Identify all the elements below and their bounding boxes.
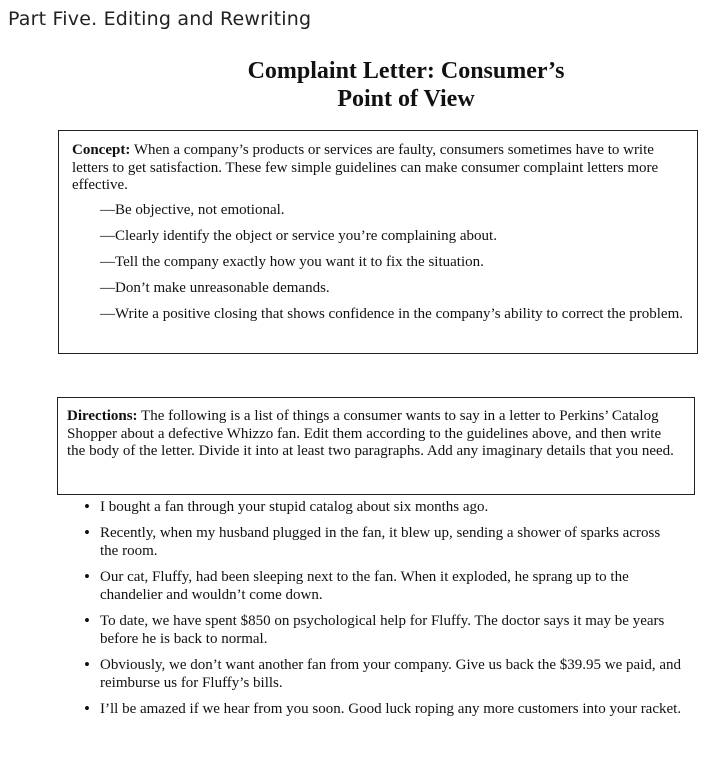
guideline-item: —Write a positive closing that shows confidence in the company’s ability to correct the problem. [100, 306, 683, 323]
bullet-icon: • [84, 610, 90, 630]
statement-text: Recently, when my husband plugged in the fan, it blew up, sending a shower of sparks across the room. [100, 524, 661, 559]
statement-item [82, 568, 682, 605]
guideline-item: —Tell the company exactly how you want it to fix the situation. [100, 253, 484, 270]
title-line-2: Point of View [337, 86, 475, 112]
bullet-icon: • [84, 654, 90, 674]
statement-item [82, 524, 682, 561]
statement-item [82, 612, 682, 649]
statement-text: I bought a fan through your stupid catalog about six months ago. [100, 499, 489, 515]
bullet-icon: • [84, 698, 90, 718]
concept-paragraph [72, 142, 683, 195]
bullet-icon: • [84, 522, 90, 542]
bullet-icon: • [84, 566, 90, 586]
statement-item [82, 700, 682, 719]
statement-text: Obviously, we don’t want another fan from your company. Give us back the $39.95 we paid, and reimburse us for Fluffy’s bills. [100, 656, 681, 691]
guideline-item: —Don’t make unreasonable demands. [100, 280, 330, 297]
directions-text: The following is a list of things a consumer wants to say in a letter to Perkins’ Catalog Shopper about a defective Whizzo fan. Edit them according to the guidelines above, and then write the body of the letter. Divide it into at least two paragraphs. Add any imaginary details that you need. [67, 408, 674, 459]
directions-label: Directions: [67, 408, 138, 424]
guideline-item: —Be objective, not emotional. [100, 201, 285, 218]
statement-item [82, 498, 682, 517]
concept-label: Concept: [72, 142, 131, 158]
statement-list [82, 498, 682, 725]
concept-text: When a company’s products or services are faulty, consumers sometimes have to write letters to get satisfaction. These few simple guidelines can make consumer complaint letters more effective. [72, 142, 659, 193]
statement-item [82, 656, 682, 693]
section-header: Part Five. Editing and Rewriting [8, 8, 312, 30]
guideline-list [72, 202, 683, 324]
directions-box [57, 397, 695, 495]
statement-text: To date, we have spent $850 on psychological help for Fluffy. The doctor says it may be years before he is back to normal. [100, 612, 665, 647]
bullet-icon: • [84, 497, 90, 516]
directions-paragraph [67, 408, 682, 461]
statement-text: Our cat, Fluffy, had been sleeping next to the fan. When it exploded, he sprang up to the chandelier and wouldn’t come down. [100, 568, 629, 603]
statement-text: I’ll be amazed if we hear from you soon. Good luck roping any more customers into your racket. [100, 700, 682, 717]
page-title [200, 57, 612, 113]
concept-box [58, 130, 698, 354]
guideline-item: —Clearly identify the object or service you’re complaining about. [100, 227, 497, 244]
title-line-1: Complaint Letter: Consumer’s [247, 58, 565, 84]
